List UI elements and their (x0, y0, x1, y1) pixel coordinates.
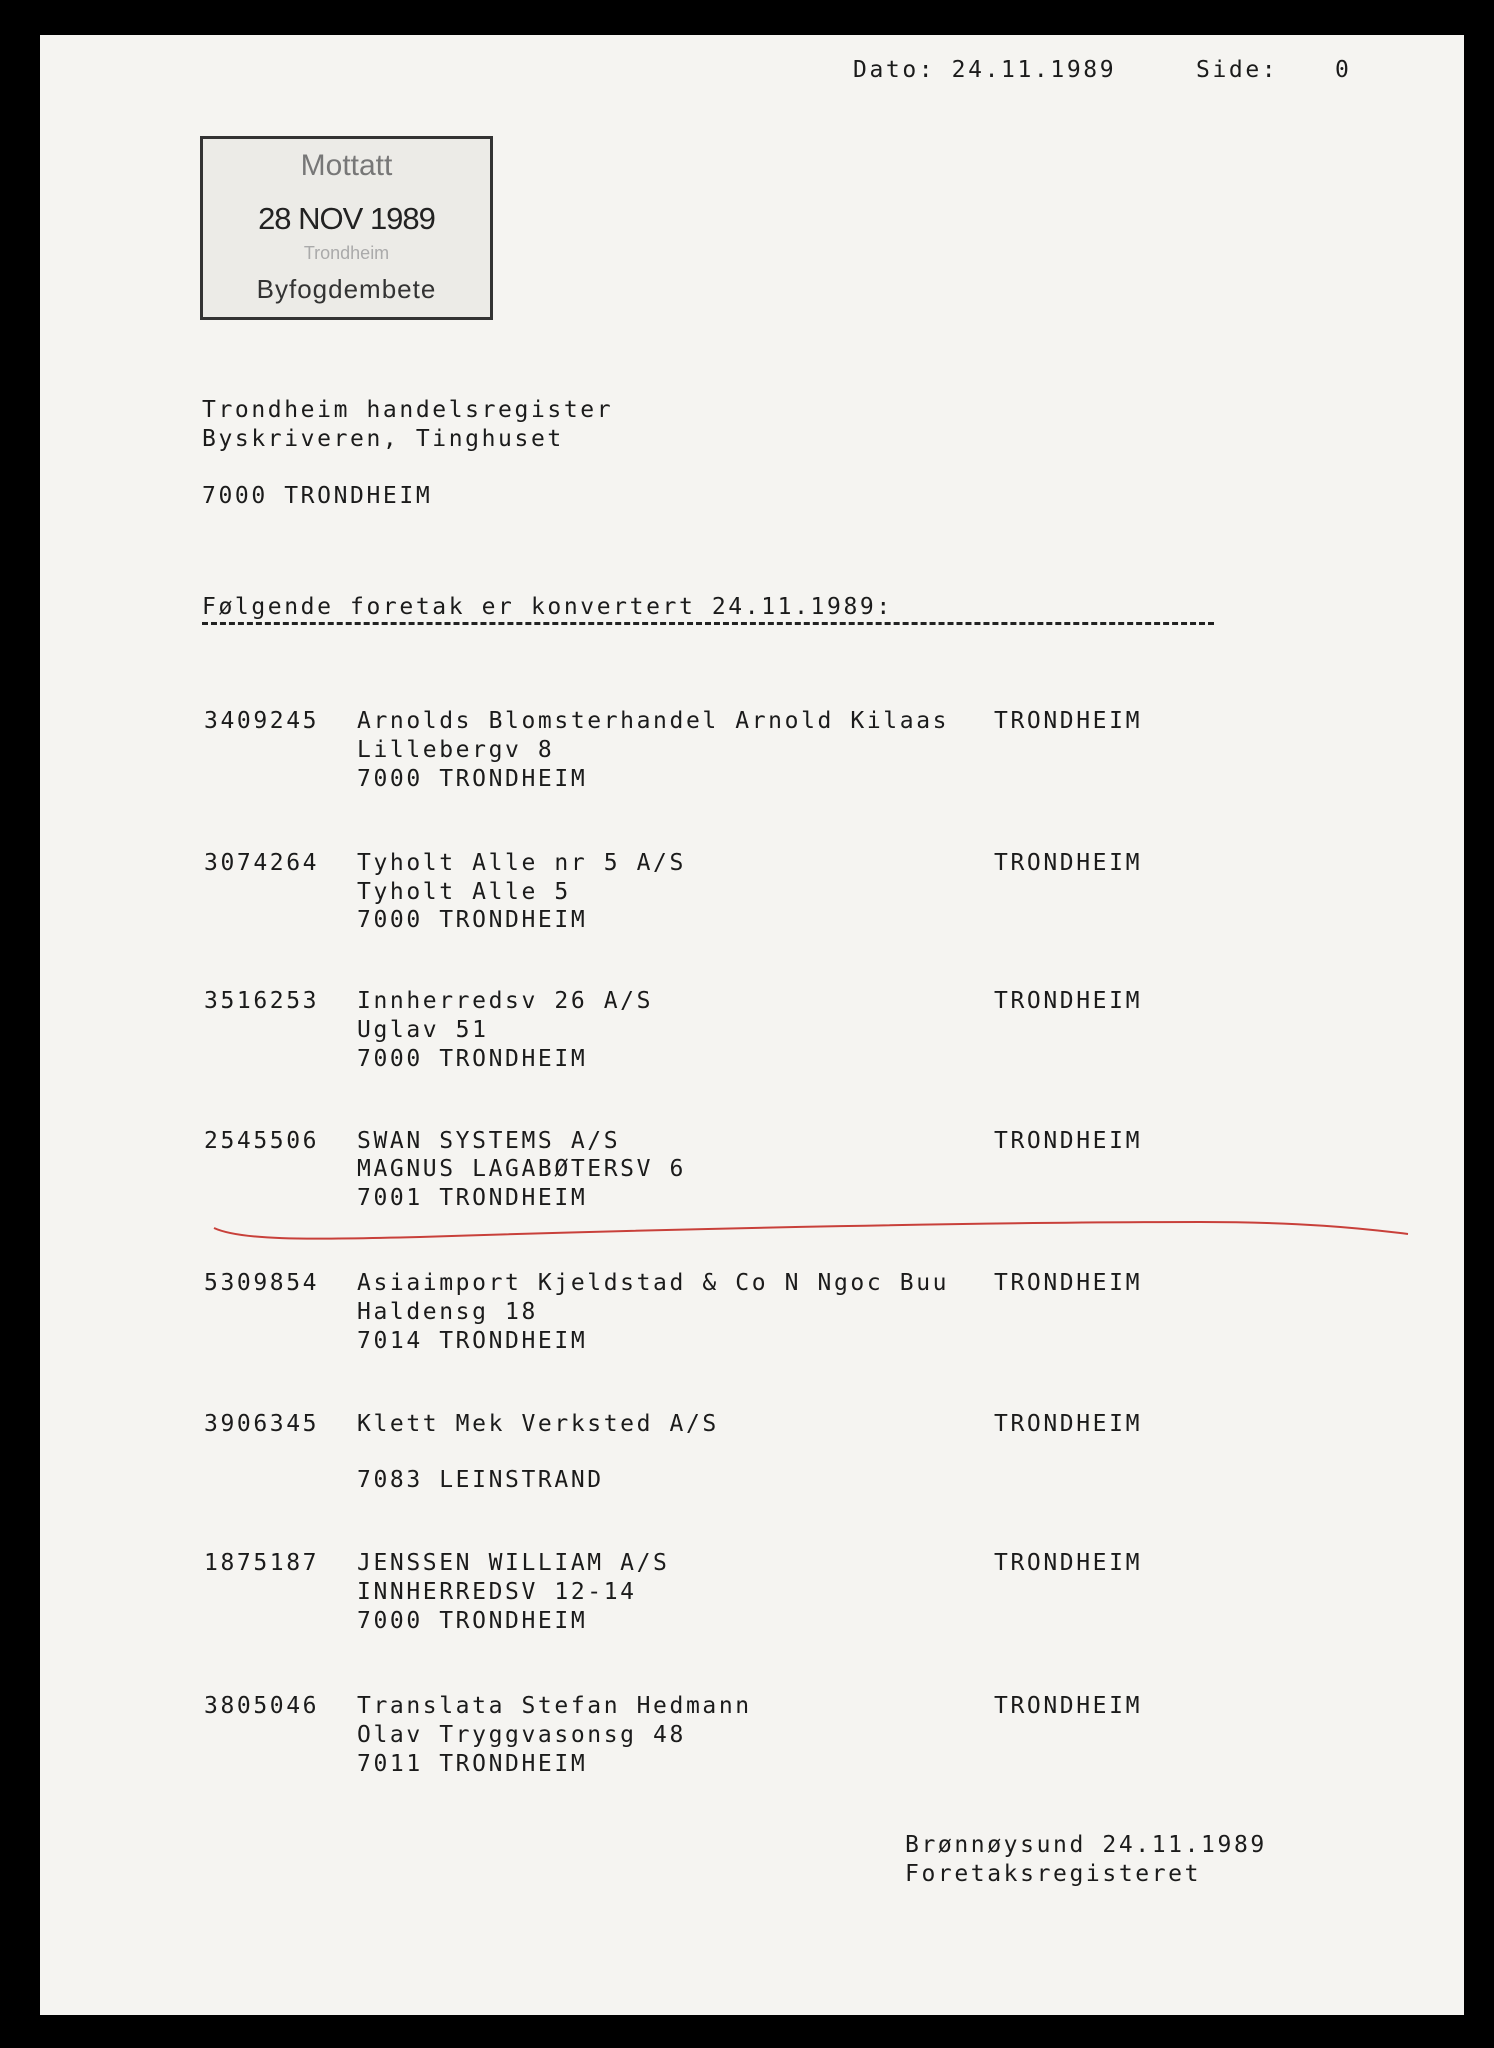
stamp-office: Byfogdembete (256, 274, 437, 304)
entry-city: TRONDHEIM (994, 988, 1143, 1014)
entry-number: 5309854 (204, 1270, 320, 1296)
stamp-received-label: Mottatt (300, 149, 393, 182)
entry-number: 3074264 (204, 850, 320, 876)
entry-postal: 7000 TRONDHEIM (357, 766, 588, 792)
entry-name: Translata Stefan Hedmann (357, 1693, 752, 1719)
entry-city: TRONDHEIM (994, 1411, 1143, 1437)
entry-postal: 7000 TRONDHEIM (357, 1046, 588, 1072)
entry-city: TRONDHEIM (994, 850, 1143, 876)
entry-number: 3805046 (204, 1693, 320, 1719)
entry-name: Klett Mek Verksted A/S (357, 1411, 719, 1437)
entry-address: Haldensg 18 (357, 1299, 538, 1325)
entry-name: SWAN SYSTEMS A/S (357, 1128, 621, 1154)
entry-address: Uglav 51 (357, 1017, 489, 1043)
recipient-line-3: 7000 TRONDHEIM (202, 483, 433, 509)
entry-postal: 7000 TRONDHEIM (357, 1608, 588, 1634)
entry-name: JENSSEN WILLIAM A/S (357, 1550, 670, 1576)
entry-name: Tyholt Alle nr 5 A/S (357, 850, 686, 876)
entry-address: INNHERREDSV 12-14 (357, 1579, 637, 1605)
entry-name: Arnolds Blomsterhandel Arnold Kilaas (357, 708, 950, 734)
entry-address: Lillebergv 8 (357, 737, 555, 763)
page-number: 0 (1335, 57, 1352, 83)
page-label: Side: (1196, 57, 1279, 83)
footer-place-date: Brønnøysund 24.11.1989 (905, 1832, 1267, 1858)
section-heading: Følgende foretak er konvertert 24.11.1989: (202, 594, 893, 620)
entry-address: Olav Tryggvasonsg 48 (357, 1722, 686, 1748)
entry-number: 1875187 (204, 1550, 320, 1576)
entry-postal: 7011 TRONDHEIM (357, 1751, 588, 1777)
entry-city: TRONDHEIM (994, 1693, 1143, 1719)
entry-address: Tyholt Alle 5 (357, 879, 571, 905)
date-text: Dato: 24.11.1989 (853, 57, 1117, 83)
entry-postal: 7001 TRONDHEIM (357, 1185, 588, 1211)
entry-city: TRONDHEIM (994, 708, 1143, 734)
stamp-city: Trondheim (303, 243, 390, 263)
entry-postal: 7000 TRONDHEIM (357, 907, 588, 933)
entry-number: 3516253 (204, 988, 320, 1014)
entry-city: TRONDHEIM (994, 1550, 1143, 1576)
entry-postal: 7083 LEINSTRAND (357, 1467, 604, 1493)
entry-number: 3906345 (204, 1411, 320, 1437)
stamp-date: 28 NOV 1989 (258, 201, 435, 236)
footer-registry: Foretaksregisteret (905, 1861, 1202, 1887)
entry-number: 2545506 (204, 1128, 320, 1154)
entry-name: Asiaimport Kjeldstad & Co N Ngoc Buu (357, 1270, 950, 1296)
entry-postal: 7014 TRONDHEIM (357, 1328, 588, 1354)
entry-number: 3409245 (204, 708, 320, 734)
entry-address: MAGNUS LAGABØTERSV 6 (357, 1156, 686, 1182)
recipient-line-2: Byskriveren, Tinghuset (202, 426, 564, 452)
entry-name: Innherredsv 26 A/S (357, 988, 654, 1014)
recipient-line-1: Trondheim handelsregister (202, 397, 614, 423)
entry-city: TRONDHEIM (994, 1128, 1143, 1154)
entry-city: TRONDHEIM (994, 1270, 1143, 1296)
